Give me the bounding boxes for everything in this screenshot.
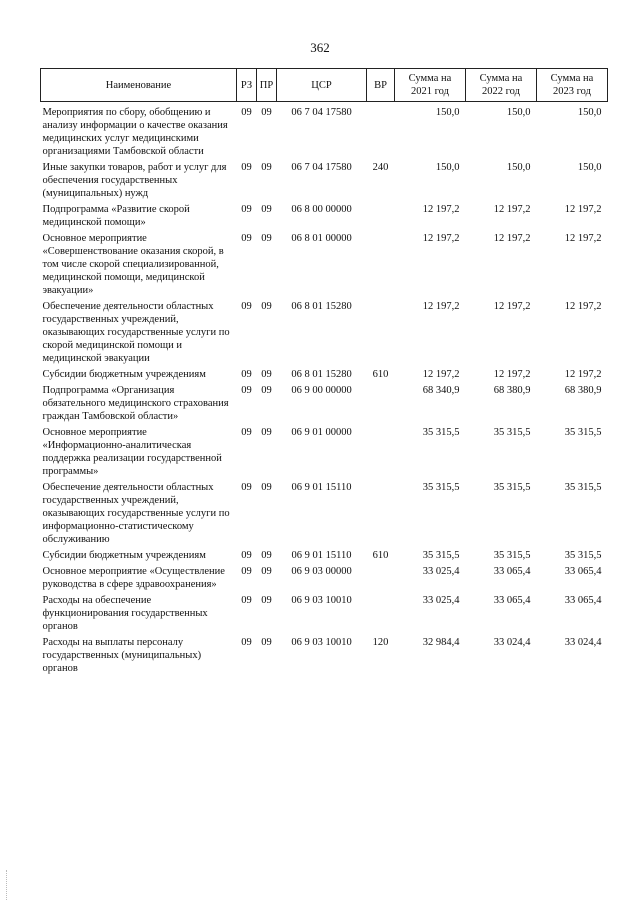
cell-vr: 610 (372, 550, 389, 561)
cell-name: Субсидии бюджетным учреждениям (42, 550, 206, 561)
cell-sum-2021: 35 315,5 (422, 427, 460, 438)
cell-csr: 06 8 01 15280 (291, 369, 352, 380)
table-row (41, 102, 608, 162)
cell-sum-2023: 35 315,5 (564, 482, 602, 493)
cell-csr: 06 7 04 17580 (291, 162, 352, 173)
cell-rz: 09 (241, 385, 252, 396)
cell-sum-2021: 68 340,9 (422, 385, 460, 396)
cell-csr: 06 8 01 15280 (291, 301, 352, 312)
cell-sum-2022: 150,0 (506, 162, 531, 173)
cell-pr: 09 (261, 637, 272, 648)
cell-csr: 06 9 01 15110 (291, 550, 352, 561)
cell-name: Мероприятия по сбору, обобщению и анализу информации о качестве оказания медицинских услуг медицинскими организациями Тамбовской области (42, 107, 228, 157)
header-vr: ВР (367, 69, 395, 102)
cell-rz: 09 (241, 482, 252, 493)
cell-pr: 09 (261, 427, 272, 438)
header-rz: РЗ (237, 69, 257, 102)
cell-sum-2023: 68 380,9 (564, 385, 602, 396)
cell-csr: 06 9 03 10010 (291, 637, 352, 648)
cell-rz: 09 (241, 301, 252, 312)
cell-name: Основное мероприятие «Осуществление руководства в сфере здравоохранения» (42, 566, 225, 590)
cell-sum-2021: 33 025,4 (422, 566, 460, 577)
header-pr: ПР (257, 69, 277, 102)
cell-sum-2023: 33 065,4 (564, 595, 602, 606)
cell-sum-2022: 33 065,4 (493, 595, 531, 606)
cell-vr (367, 481, 395, 549)
cell-sum-2022: 33 065,4 (493, 566, 531, 577)
cell-rz: 09 (241, 427, 252, 438)
table-row (41, 232, 608, 300)
cell-sum-2022: 68 380,9 (493, 385, 531, 396)
cell-sum-2021: 35 315,5 (422, 550, 460, 561)
cell-sum-2021: 35 315,5 (422, 482, 460, 493)
table-row (41, 203, 608, 232)
cell-sum-2022: 35 315,5 (493, 550, 531, 561)
cell-sum-2022: 12 197,2 (493, 233, 531, 244)
cell-name: Иные закупки товаров, работ и услуг для обеспечения государственных (муниципальных) нужд (42, 162, 227, 199)
cell-vr (367, 426, 395, 481)
cell-rz: 09 (241, 566, 252, 577)
cell-sum-2022: 12 197,2 (493, 204, 531, 215)
cell-vr: 240 (372, 162, 389, 173)
table-row (41, 300, 608, 368)
table-row (41, 384, 608, 426)
cell-name: Основное мероприятие «Совершенствование оказания скорой, в том числе скорой специализированной, медицинской помощи, медицинской эвакуации» (42, 233, 224, 296)
cell-vr (367, 102, 395, 162)
cell-sum-2023: 150,0 (577, 107, 602, 118)
table-row (41, 426, 608, 481)
cell-sum-2023: 12 197,2 (564, 369, 602, 380)
header-csr: ЦСР (277, 69, 367, 102)
cell-pr: 09 (261, 301, 272, 312)
cell-sum-2023: 12 197,2 (564, 233, 602, 244)
cell-pr: 09 (261, 107, 272, 118)
table-row (41, 368, 608, 384)
cell-pr: 09 (261, 550, 272, 561)
cell-vr (367, 203, 395, 232)
cell-csr: 06 9 00 00000 (291, 385, 352, 396)
cell-sum-2021: 12 197,2 (422, 301, 460, 312)
page-number: 362 (310, 40, 330, 55)
table-row (41, 636, 608, 678)
cell-pr: 09 (261, 162, 272, 173)
cell-rz: 09 (241, 204, 252, 215)
cell-csr: 06 8 00 00000 (291, 204, 352, 215)
cell-sum-2023: 35 315,5 (564, 427, 602, 438)
cell-vr (367, 300, 395, 368)
cell-name: Расходы на выплаты персоналу государственных (муниципальных) органов (42, 637, 202, 674)
cell-sum-2022: 35 315,5 (493, 482, 531, 493)
cell-csr: 06 9 03 00000 (291, 566, 352, 577)
cell-pr: 09 (261, 385, 272, 396)
cell-pr: 09 (261, 369, 272, 380)
cell-csr: 06 9 01 15110 (291, 482, 352, 493)
cell-sum-2021: 12 197,2 (422, 369, 460, 380)
cell-name: Подпрограмма «Организация обязательного медицинского страхования граждан Тамбовской области» (42, 385, 229, 422)
cell-name: Обеспечение деятельности областных государственных учреждений, оказывающих государственные услуги по информационно-статистическому обслуживанию (42, 482, 230, 545)
cell-pr: 09 (261, 566, 272, 577)
cell-vr (367, 565, 395, 594)
cell-vr: 120 (372, 637, 389, 648)
cell-name: Обеспечение деятельности областных государственных учреждений, оказывающих государственные услуги по скорой медицинской помощи и медицинской эвакуации (42, 301, 230, 364)
cell-rz: 09 (241, 550, 252, 561)
cell-rz: 09 (241, 637, 252, 648)
budget-table (40, 68, 608, 678)
cell-name: Основное мероприятие «Информационно-аналитическая поддержка реализации государственной программы» (42, 427, 222, 477)
margin-mark (6, 870, 8, 900)
cell-sum-2023: 150,0 (577, 162, 602, 173)
cell-sum-2023: 33 024,4 (564, 637, 602, 648)
cell-sum-2022: 150,0 (506, 107, 531, 118)
cell-sum-2023: 12 197,2 (564, 301, 602, 312)
cell-sum-2021: 12 197,2 (422, 233, 460, 244)
cell-sum-2022: 12 197,2 (493, 369, 531, 380)
cell-rz: 09 (241, 233, 252, 244)
cell-csr: 06 7 04 17580 (291, 107, 352, 118)
cell-pr: 09 (261, 233, 272, 244)
cell-name: Подпрограмма «Развитие скорой медицинской помощи» (42, 204, 190, 228)
header-name: Наименование (41, 69, 237, 102)
table-row (41, 481, 608, 549)
cell-sum-2021: 33 025,4 (422, 595, 460, 606)
cell-rz: 09 (241, 107, 252, 118)
table-row (41, 161, 608, 203)
table-header-row (41, 69, 608, 102)
cell-csr: 06 8 01 00000 (291, 233, 352, 244)
cell-sum-2022: 12 197,2 (493, 301, 531, 312)
cell-sum-2022: 33 024,4 (493, 637, 531, 648)
table-row (41, 594, 608, 636)
table-row (41, 565, 608, 594)
header-sum-2021: Сумма на 2021 год (395, 69, 466, 102)
cell-sum-2022: 35 315,5 (493, 427, 531, 438)
cell-vr (367, 384, 395, 426)
cell-pr: 09 (261, 482, 272, 493)
cell-csr: 06 9 03 10010 (291, 595, 352, 606)
cell-rz: 09 (241, 162, 252, 173)
header-sum-2023: Сумма на 2023 год (537, 69, 608, 102)
cell-sum-2021: 32 984,4 (422, 637, 460, 648)
cell-pr: 09 (261, 595, 272, 606)
cell-sum-2023: 12 197,2 (564, 204, 602, 215)
cell-vr (367, 232, 395, 300)
table-row (41, 549, 608, 565)
cell-name: Субсидии бюджетным учреждениям (42, 369, 206, 380)
cell-sum-2023: 35 315,5 (564, 550, 602, 561)
cell-rz: 09 (241, 595, 252, 606)
header-sum-2022: Сумма на 2022 год (466, 69, 537, 102)
cell-sum-2021: 12 197,2 (422, 204, 460, 215)
cell-csr: 06 9 01 00000 (291, 427, 352, 438)
table-body (41, 102, 608, 679)
cell-pr: 09 (261, 204, 272, 215)
cell-sum-2023: 33 065,4 (564, 566, 602, 577)
cell-rz: 09 (241, 369, 252, 380)
cell-vr: 610 (372, 369, 389, 380)
cell-sum-2021: 150,0 (435, 162, 460, 173)
cell-vr (367, 594, 395, 636)
cell-name: Расходы на обеспечение функционирования государственных органов (42, 595, 208, 632)
cell-sum-2021: 150,0 (435, 107, 460, 118)
